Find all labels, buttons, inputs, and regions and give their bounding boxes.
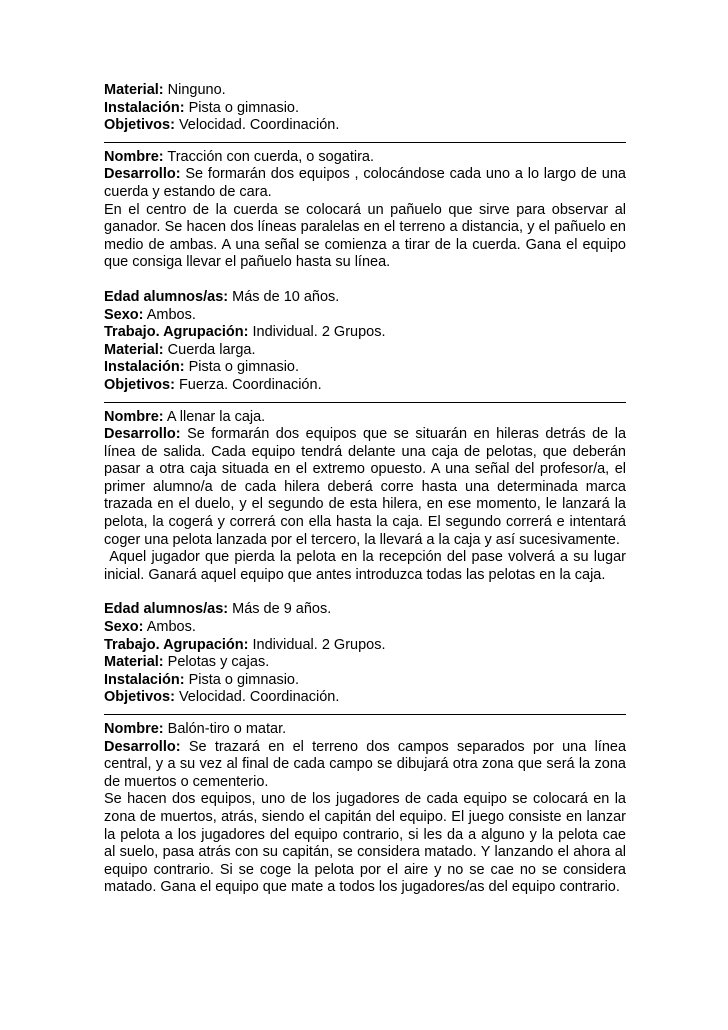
desarrollo-text: Se trazará en el terreno dos campos separados por una línea central, y a su vez al final de cada campo se dibujará otra zona que será la zona de muertos o cementerio.	[104, 738, 627, 790]
nombre-value: Tracción con cuerda, o sogatira.	[167, 148, 375, 165]
objetivos-label: Objetivos:	[104, 117, 175, 134]
agrupacion-value: Individual. 2 Grupos.	[252, 636, 386, 653]
game-block-sogatira	[104, 149, 626, 395]
sexo-value: Ambos.	[146, 306, 196, 323]
edad-line	[104, 601, 626, 619]
desarrollo-label: Desarrollo:	[104, 738, 181, 755]
game-block-llenar-caja	[104, 408, 631, 708]
objetivos-label: Objetivos:	[104, 689, 175, 706]
desarrollo-paragraph-2: Aquel jugador que pierda la pelota en la recepción del pase volverá a su lugar inicial. Ganará aquel equipo que antes introduzca todas las pelotas en la caja.	[104, 549, 631, 583]
instalacion-value: Pista o gimnasio.	[188, 671, 300, 688]
nombre-label: Nombre:	[104, 148, 164, 165]
desarrollo-paragraph	[104, 739, 626, 792]
objetivos-value: Velocidad. Coordinación.	[178, 689, 340, 706]
objetivos-value: Fuerza. Coordinación.	[178, 376, 322, 393]
instalacion-label: Instalación:	[104, 671, 185, 688]
instalacion-line	[104, 100, 626, 118]
agrupacion-line	[104, 324, 626, 342]
instalacion-label: Instalación:	[104, 359, 185, 376]
sexo-line	[104, 619, 626, 637]
objetivos-value: Velocidad. Coordinación.	[178, 117, 340, 134]
material-value: Pelotas y cajas.	[167, 654, 270, 671]
material-line	[104, 342, 626, 360]
desarrollo-text: Se formarán dos equipos que se situarán en hileras detrás de la línea de salida. Cada equipo tendrá delante una caja de pelotas, que deberán pasar a otra caja situada en el extremo opuesto. A una señal del profesor/a, el primer alumno/a de cada hilera deberá corre hasta una determinada marca trazada en el duelo, y el segundo de esta hilera, en ese momento, le lanzará la pelota, la cogerá y correrá con ella hasta la caja. El segundo correrá e intentará coger una pelota lanzada por el tercero, la llevará a la caja y así sucesivamente.	[104, 426, 627, 548]
sexo-label: Sexo:	[104, 619, 144, 636]
objetivos-line	[104, 689, 626, 707]
objetivos-label: Objetivos:	[104, 376, 175, 393]
divider	[104, 714, 626, 715]
desarrollo-label: Desarrollo:	[104, 426, 181, 443]
objetivos-line	[104, 117, 626, 135]
spacer	[104, 272, 626, 289]
divider	[104, 402, 626, 403]
nombre-label: Nombre:	[104, 721, 164, 737]
material-label: Material:	[104, 82, 164, 98]
instalacion-line	[104, 359, 626, 377]
instalacion-line	[104, 672, 626, 690]
material-line	[104, 654, 626, 672]
edad-label: Edad alumnos/as:	[104, 288, 229, 305]
edad-label: Edad alumnos/as:	[104, 601, 229, 618]
material-value: Cuerda larga.	[167, 341, 256, 358]
nombre-value: Balón-tiro o matar.	[167, 721, 287, 737]
spacer	[104, 584, 626, 601]
desarrollo-paragraph-2: Se hacen dos equipos, uno de los jugadores de cada equipo se colocará en la zona de muertos, atrás, siendo el capitán del equipo. El juego consiste en lanzar la pelota a los jugadores del equipo contrario, si les da a alguno y la pelota cae al suelo, pasa atrás con su capitán, se considera matado. Y lanzando el ahora al equipo contrario. Si se coge la pelota por el aire y no se cae no se considera matado. Gana el equipo que mate a todos los jugadores/as del equipo contrario.	[104, 791, 626, 896]
agrupacion-label: Trabajo. Agrupación:	[104, 324, 249, 341]
instalacion-label: Instalación:	[104, 99, 185, 116]
material-value: Ninguno.	[167, 82, 226, 98]
desarrollo-paragraph	[104, 426, 626, 549]
edad-line	[104, 289, 626, 307]
nombre-line	[104, 409, 626, 427]
document-page	[104, 82, 631, 897]
material-label: Material:	[104, 341, 164, 358]
nombre-line	[104, 721, 626, 739]
game-block-1-tail	[104, 82, 626, 135]
desarrollo-paragraph-2: En el centro de la cuerda se colocará un pañuelo que sirve para observar al ganador. Se hacen dos líneas paralelas en el terreno a distancia, y el pañuelo en medio de ambas. A una señal se comienza a tirar de la cuerda. Gana el equipo que consiga llevar el pañuelo hasta su línea.	[104, 201, 626, 271]
instalacion-value: Pista o gimnasio.	[188, 99, 300, 116]
desarrollo-paragraph	[104, 166, 626, 201]
material-line	[104, 82, 626, 100]
nombre-label: Nombre:	[104, 408, 164, 425]
divider	[104, 142, 626, 143]
agrupacion-line	[104, 637, 626, 655]
agrupacion-value: Individual. 2 Grupos.	[252, 324, 386, 341]
nombre-value: A llenar la caja.	[166, 408, 266, 425]
game-block-balon-tiro	[104, 721, 626, 897]
agrupacion-label: Trabajo. Agrupación:	[104, 636, 249, 653]
sexo-value: Ambos.	[146, 619, 196, 636]
edad-value: Más de 9 años.	[232, 601, 332, 618]
sexo-line	[104, 307, 626, 325]
desarrollo-text: Se formarán dos equipos , colocándose cada uno a lo largo de una cuerda y estando de cara.	[104, 166, 626, 200]
instalacion-value: Pista o gimnasio.	[188, 359, 300, 376]
desarrollo-label: Desarrollo:	[104, 166, 181, 183]
sexo-label: Sexo:	[104, 306, 144, 323]
material-label: Material:	[104, 654, 164, 671]
edad-value: Más de 10 años.	[232, 288, 340, 305]
nombre-line	[104, 149, 626, 167]
objetivos-line	[104, 377, 626, 395]
